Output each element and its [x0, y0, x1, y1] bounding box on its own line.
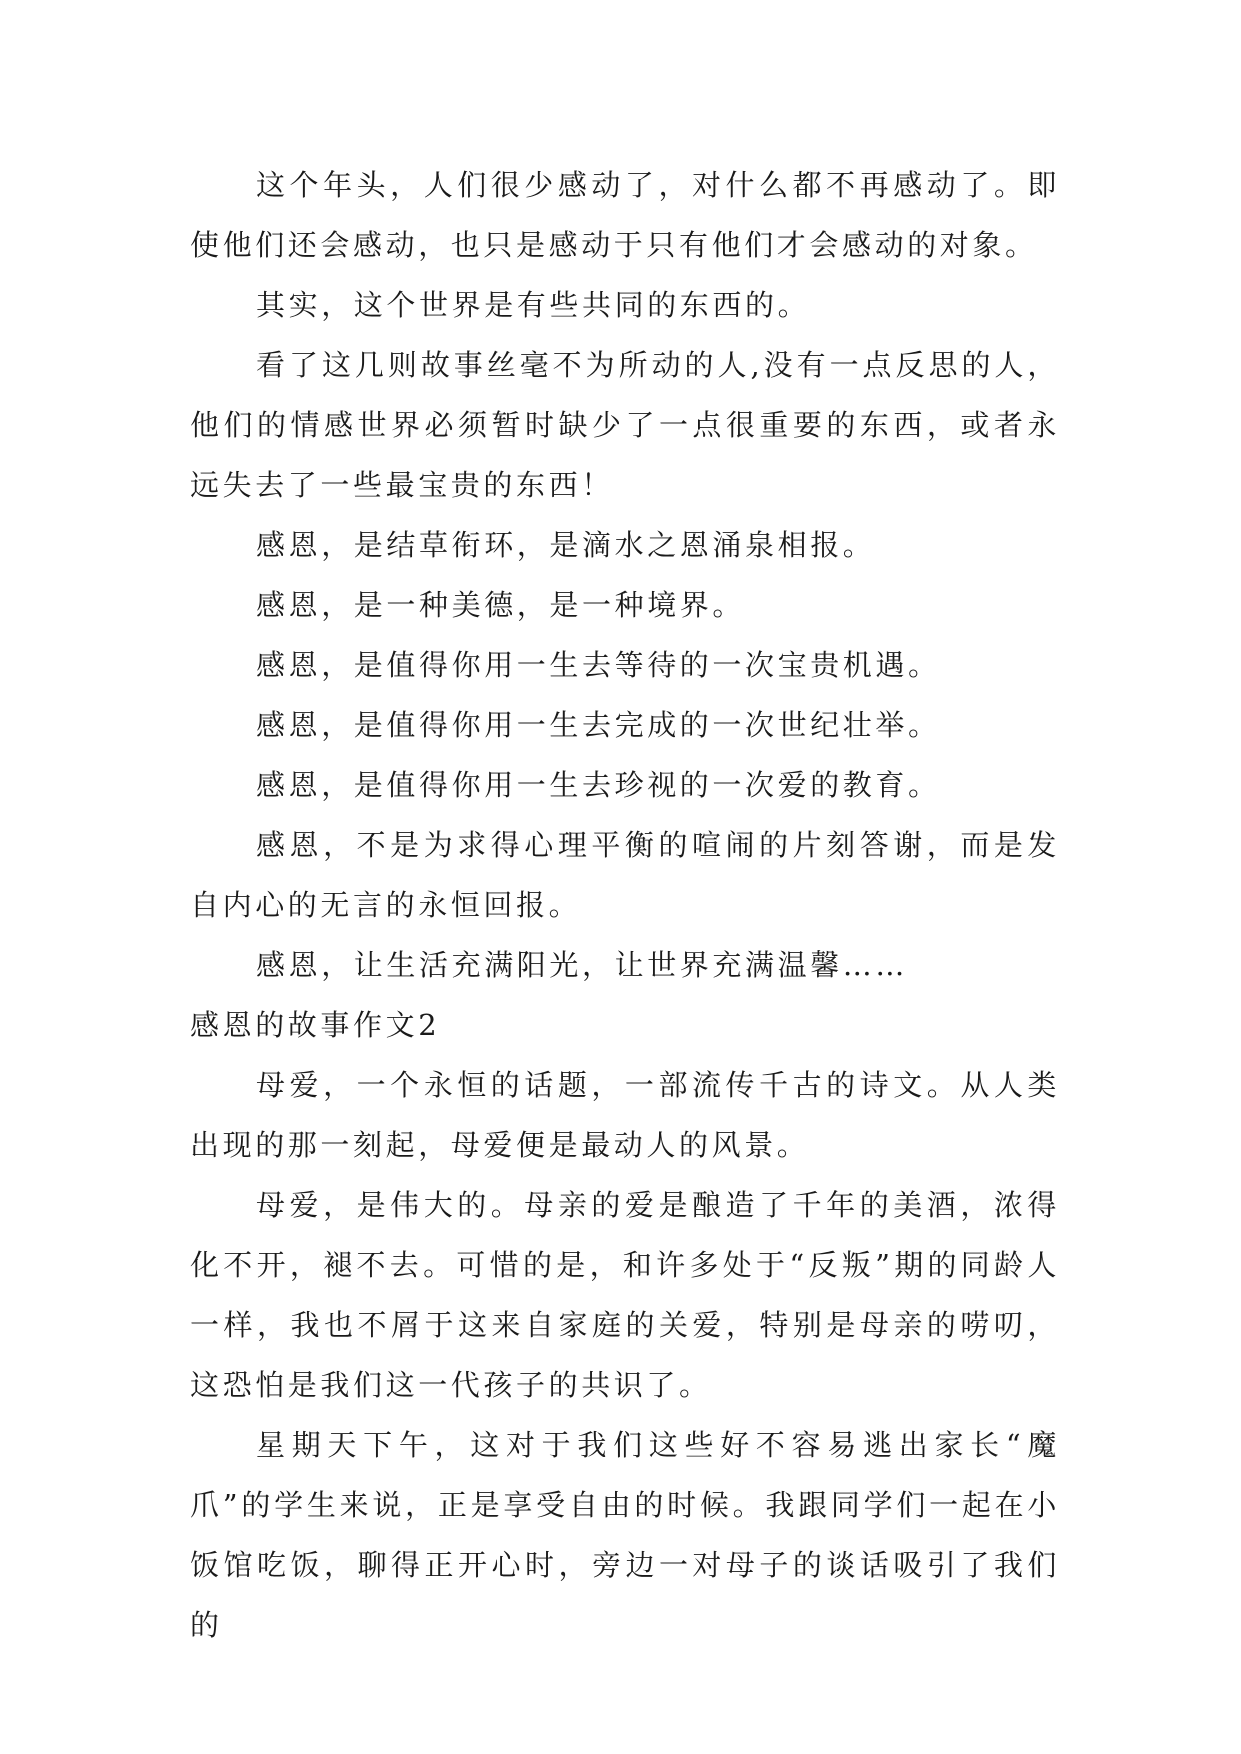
- paragraph: 感恩，是值得你用一生去等待的一次宝贵机遇。: [256, 648, 941, 682]
- paragraph: 母爱，一个永恒的话题，一部流传千古的诗文。从人类出现的那一刻起，母爱便是最动人的风景。: [190, 1068, 1060, 1162]
- paragraph: 感恩，是结草衔环，是滴水之恩涌泉相报。: [256, 528, 876, 562]
- paragraph: 感恩，不是为求得心理平衡的喧闹的片刻答谢，而是发自内心的无言的永恒回报。: [190, 828, 1060, 922]
- document-body: [190, 155, 1060, 1655]
- paragraph: 这个年头，人们很少感动了，对什么都不再感动了。即使他们还会感动，也只是感动于只有他们才会感动的对象。: [190, 168, 1060, 262]
- paragraph: 感恩，是一种美德，是一种境界。: [256, 588, 746, 622]
- paragraph: 看了这几则故事丝毫不为所动的人,没有一点反思的人，他们的情感世界必须暂时缺少了一点很重要的东西，或者永远失去了一些最宝贵的东西！: [190, 348, 1060, 502]
- paragraph: 母爱，是伟大的。母亲的爱是酿造了千年的美酒，浓得化不开，褪不去。可惜的是，和许多处于“反叛”期的同龄人一样，我也不屑于这来自家庭的关爱，特别是母亲的唠叨，这恐怕是我们这一代孩子的共识了。: [190, 1188, 1060, 1402]
- paragraph: 感恩，是值得你用一生去珍视的一次爱的教育。: [256, 768, 941, 802]
- paragraph: 感恩，让生活充满阳光，让世界充满温馨……: [256, 948, 909, 982]
- section-title: 感恩的故事作文2: [190, 1008, 441, 1042]
- paragraph: 感恩，是值得你用一生去完成的一次世纪壮举。: [256, 708, 941, 742]
- paragraph: 其实，这个世界是有些共同的东西的。: [256, 288, 811, 322]
- paragraph: 星期天下午，这对于我们这些好不容易逃出家长“魔爪”的学生来说，正是享受自由的时候。我跟同学们一起在小饭馆吃饭，聊得正开心时，旁边一对母子的谈话吸引了我们的: [190, 1428, 1060, 1642]
